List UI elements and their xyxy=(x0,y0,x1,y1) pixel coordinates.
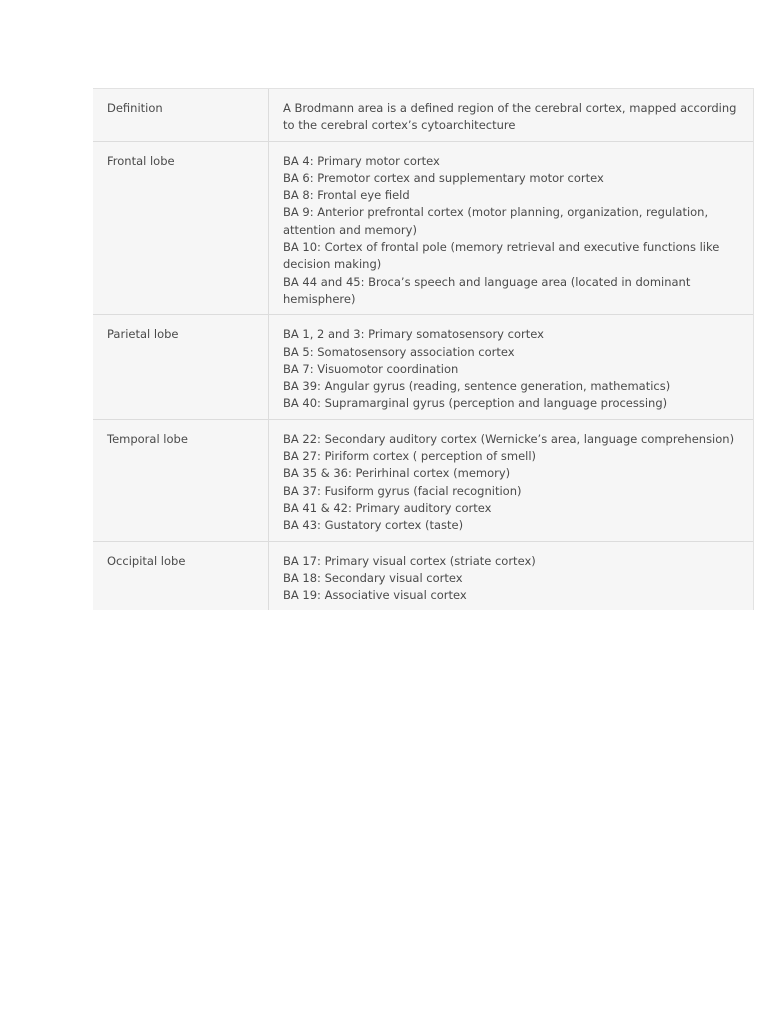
content-line: BA 39: Angular gyrus (reading, sentence generation, mathematics) xyxy=(283,379,671,394)
content-line: BA 17: Primary visual cortex (striate cortex) xyxy=(283,553,536,568)
table-row-definition xyxy=(93,89,753,142)
content-line: BA 41 & 42: Primary auditory cortex xyxy=(283,500,492,515)
content-line: BA 7: Visuomotor coordination xyxy=(283,361,459,376)
content-line: BA 37: Fusiform gyrus (facial recognition) xyxy=(283,483,522,498)
row-label: Occipital lobe xyxy=(93,542,269,611)
table-row-occipital-lobe xyxy=(93,542,753,611)
table-row-temporal-lobe xyxy=(93,420,753,542)
content-line: BA 6: Premotor cortex and supplementary motor cortex xyxy=(283,170,604,185)
row-content xyxy=(269,542,753,611)
row-content xyxy=(269,315,753,418)
content-line: BA 4: Primary motor cortex xyxy=(283,153,440,168)
table-row-parietal-lobe xyxy=(93,315,753,419)
row-label: Frontal lobe xyxy=(93,142,269,315)
row-content xyxy=(269,420,753,541)
content-line: BA 19: Associative visual cortex xyxy=(283,588,467,603)
content-line: BA 27: Piriform cortex ( perception of smell) xyxy=(283,449,537,464)
content-line: BA 1, 2 and 3: Primary somatosensory cortex xyxy=(283,327,544,342)
content-line: BA 8: Frontal eye field xyxy=(283,188,410,203)
content-line: BA 5: Somatosensory association cortex xyxy=(283,344,515,359)
row-label: Temporal lobe xyxy=(93,420,269,541)
content-line: BA 10: Cortex of frontal pole (memory retrieval and executive functions like decision making) xyxy=(283,240,720,272)
content-line: BA 43: Gustatory cortex (taste) xyxy=(283,518,464,533)
content-line: BA 22: Secondary auditory cortex (Wernicke’s area, language comprehension) xyxy=(283,431,735,446)
content-line: BA 40: Supramarginal gyrus (perception and language processing) xyxy=(283,396,668,411)
row-label: Parietal lobe xyxy=(93,315,269,418)
row-content xyxy=(269,142,753,315)
content-line: BA 35 & 36: Perirhinal cortex (memory) xyxy=(283,466,511,481)
content-line: BA 9: Anterior prefrontal cortex (motor planning, organization, regulation, attention and memory) xyxy=(283,205,709,237)
table-row-frontal-lobe xyxy=(93,142,753,316)
row-label: Definition xyxy=(93,89,269,141)
content-line: BA 44 and 45: Broca’s speech and language area (located in dominant hemisphere) xyxy=(283,274,691,306)
content-line: A Brodmann area is a defined region of the cerebral cortex, mapped according to the cerebral cortex’s cytoarchitecture xyxy=(283,101,737,133)
content-line: BA 18: Secondary visual cortex xyxy=(283,570,463,585)
brodmann-areas-table xyxy=(93,88,754,610)
row-content xyxy=(269,89,753,141)
